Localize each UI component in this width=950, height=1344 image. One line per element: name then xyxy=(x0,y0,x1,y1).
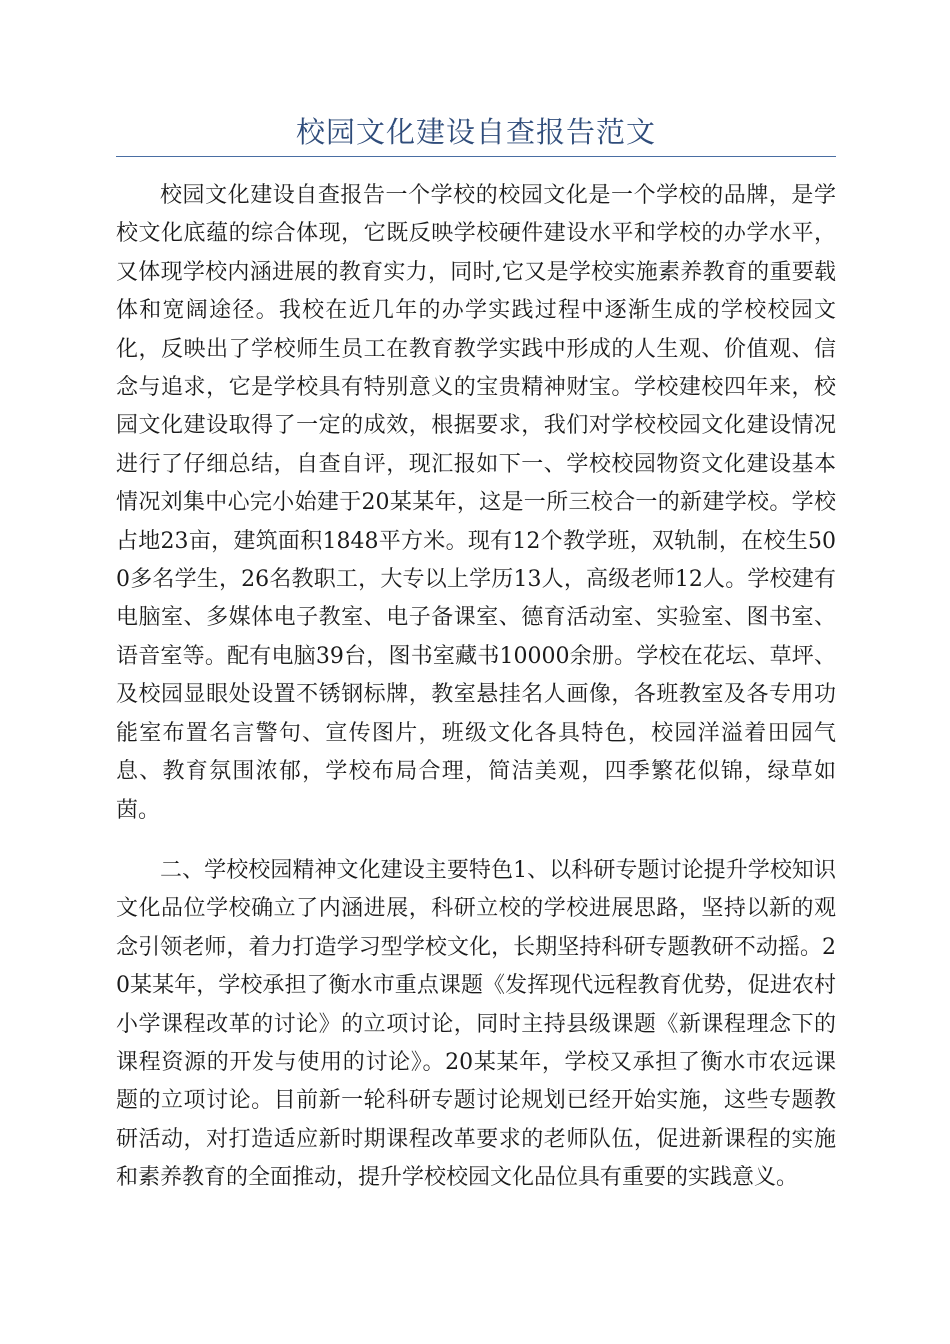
body-paragraph-1: 校园文化建设自查报告一个学校的校园文化是一个学校的品牌，是学校文化底蕴的综合体现，它既反映学校硬件建设水平和学校的办学水平，又体现学校内涵进展的教育实力，同时,它又是学校实施素养教育的重要载体和宽阔途径。我校在近几年的办学实践过程中逐渐生成的学校校园文化，反映出了学校师生员工在教育教学实践中形成的人生观、价值观、信念与追求，它是学校具有特别意义的宝贵精神财宝。学校建校四年来，校园文化建设取得了一定的成效，根据要求，我们对学校校园文化建设情况进行了仔细总结，自查自评，现汇报如下一、学校校园物资文化建设基本情况刘集中心完小始建于20某某年，这是一所三校合一的新建学校。学校占地23亩，建筑面积1848平方米。现有12个教学班，双轨制，在校生500多名学生，26名教职工，大专以上学历13人，高级老师12人。学校建有电脑室、多媒体电子教室、电子备课室、德育活动室、实验室、图书室、语音室等。配有电脑39台，图书室藏书10000余册。学校在花坛、草坪、及校园显眼处设置不锈钢标牌，教室悬挂名人画像，各班教室及各专用功能室布置名言警句、宣传图片，班级文化各具特色，校园洋溢着田园气息、教育氛围浓郁，学校布局合理，简洁美观，四季繁花似锦，绿草如茵。 xyxy=(116,183,836,823)
document-title: 校园文化建设自查报告范文 xyxy=(295,115,656,149)
document-page xyxy=(116,110,836,1198)
body-paragraph-2: 二、学校校园精神文化建设主要特色1、以科研专题讨论提升学校知识文化品位学校确立了内涵进展，科研立校的学校进展思路，坚持以新的观念引领老师，着力打造学习型学校文化，长期坚持科研专题教研不动摇。20某某年，学校承担了衡水市重点课题《发挥现代远程教育优势，促进农村小学课程改革的讨论》的立项讨论，同时主持县级课题《新课程理念下的课程资源的开发与使用的讨论》。20某某年，学校又承担了衡水市农远课题的立项讨论。目前新一轮科研专题讨论规划已经开始实施，这些专题教研活动，对打造适应新时期课程改革要求的老师队伍，促进新课程的实施和素养教育的全面推动，提升学校校园文化品位具有重要的实践意义。 xyxy=(116,857,836,1191)
title-underline xyxy=(116,156,836,157)
